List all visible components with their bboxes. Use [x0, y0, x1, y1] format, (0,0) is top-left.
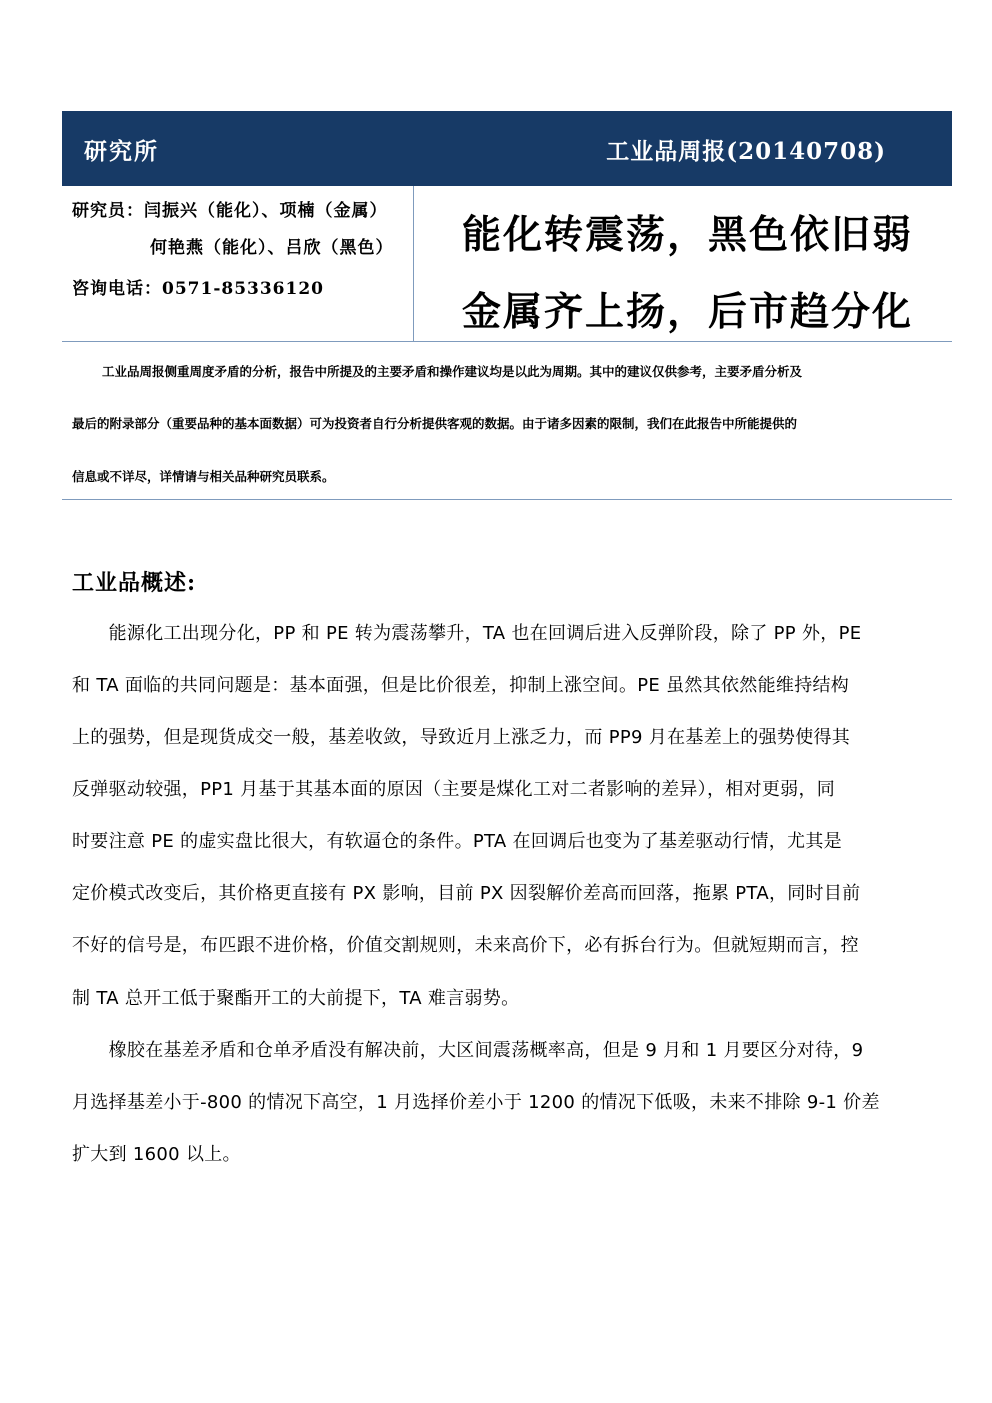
contact-phone: 咨询电话：0571-85336120 [72, 279, 324, 299]
institute-label: 研究所 [84, 138, 159, 165]
paragraph-1-line: 不好的信号是，布匹跟不进价格，价值交割规则，未来高价下，必有拆台行为。但就短期而言，控 [72, 935, 859, 956]
report-title: 工业品周报(20140708) [606, 138, 886, 165]
header-banner [62, 111, 952, 186]
researchers-line-1: 研究员：闫振兴（能化）、项楠（金属） [72, 201, 388, 221]
paragraph-1-line: 上的强势，但是现货成交一般，基差收敛，导致近月上涨乏力，而 PP9 月在基差上的强势使得其 [72, 727, 851, 748]
researchers-line-2: 何艳燕（能化）、吕欣（黑色） [150, 238, 394, 258]
section-title: 工业品概述: [72, 570, 197, 596]
headline-1: 能化转震荡，黑色依旧弱 [462, 213, 914, 258]
paragraph-1-line: 反弹驱动较强，PP1 月基于其基本面的原因（主要是煤化工对二者影响的差异），相对更弱，同 [72, 779, 836, 800]
paragraph-2-line: 扩大到 1600 以上。 [72, 1144, 241, 1165]
paragraph-1-line: 和 TA 面临的共同问题是：基本面强，但是比价很差，抑制上涨空间。PE 虽然其依然能维持结构 [72, 675, 850, 696]
paragraph-2-line: 月选择基差小于-800 的情况下高空，1 月选择价差小于 1200 的情况下低吸，未来不排除 9-1 价差 [72, 1092, 880, 1113]
notice-box [62, 341, 952, 500]
paragraph-1-line: 能源化工出现分化，PP 和 PE 转为震荡攀升，TA 也在回调后进入反弹阶段，除了 PP 外，PE [72, 623, 862, 644]
notice-line-3: 信息或不详尽，详情请与相关品种研究员联系。 [72, 469, 335, 484]
paragraph-1-line: 制 TA 总开工低于聚酯开工的大前提下，TA 难言弱势。 [72, 988, 520, 1009]
paragraph-1-line: 时要注意 PE 的虚实盘比很大，有软逼仓的条件。PTA 在回调后也变为了基差驱动行情，尤其是 [72, 831, 842, 852]
notice-line-1: 工业品周报侧重周度矛盾的分析，报告中所提及的主要矛盾和操作建议均是以此为周期。其中的建议仅供参考，主要矛盾分析及 [102, 364, 803, 379]
notice-line-2: 最后的附录部分（重要品种的基本面数据）可为投资者自行分析提供客观的数据。由于诸多因素的限制，我们在此报告中所能提供的 [72, 416, 798, 431]
headline-2: 金属齐上扬，后市趋分化 [462, 290, 914, 335]
paragraph-2-line: 橡胶在基差矛盾和仓单矛盾没有解决前，大区间震荡概率高，但是 9 月和 1 月要区分对待，9 [72, 1040, 864, 1061]
paragraph-1-line: 定价模式改变后，其价格更直接有 PX 影响，目前 PX 因裂解价差高而回落，拖累 PTA，同时目前 [72, 883, 861, 904]
info-box [62, 186, 952, 342]
info-divider [413, 186, 414, 341]
